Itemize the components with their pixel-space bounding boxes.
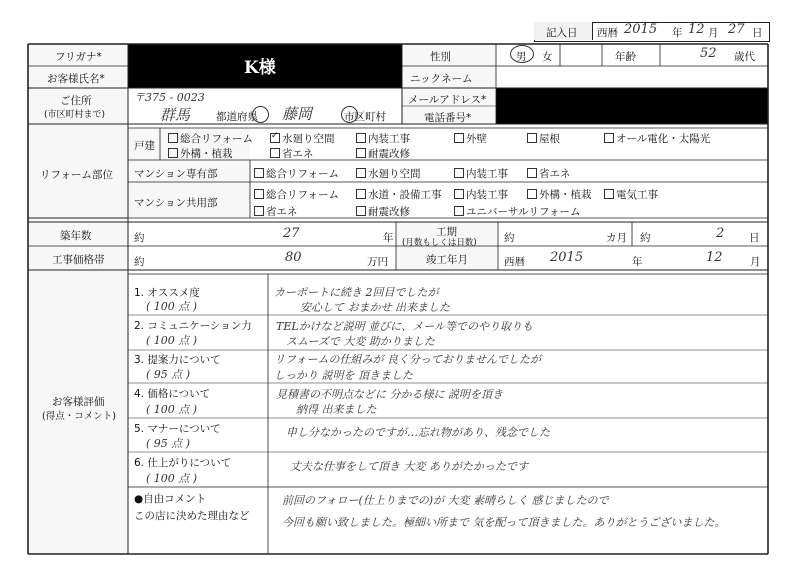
checkbox-icon <box>270 148 280 158</box>
completion-era: 西暦 <box>504 256 525 268</box>
age-label: 年齢 <box>615 51 636 63</box>
detached-label: 戸建 <box>134 140 155 152</box>
period-months-unit: カ月 <box>606 232 627 244</box>
check-detached-solar[interactable]: オール電化・太陽光 <box>604 131 710 146</box>
mansion-common-label: マンション共用部 <box>134 197 218 209</box>
prefecture-circle <box>252 106 269 123</box>
check-common-total[interactable]: 総合リフォーム <box>254 187 339 202</box>
check-private-water[interactable]: 水廻り空間 <box>356 166 421 181</box>
reform-label: リフォーム部位 <box>40 169 113 181</box>
address-label: ご住所 <box>60 95 92 107</box>
period-approx-1: 約 <box>504 232 515 244</box>
mansion-private-label: マンション専有部 <box>134 168 218 180</box>
eval-comment-line1: カーポートに続き 2回目でしたが <box>274 286 439 299</box>
date-label: 記入日 <box>546 27 578 39</box>
completion-month-unit: 月 <box>750 256 761 268</box>
checkbox-icon <box>168 133 178 143</box>
eval-comment-line1: リフォームの仕組みが 良く分っておりませんでしたが <box>274 353 541 366</box>
free-comment-sub-label: この店に決めた理由など <box>134 510 250 522</box>
check-common-seismic[interactable]: 耐震改修 <box>356 204 410 219</box>
check-common-exterior[interactable]: 外構・植栽 <box>527 187 592 202</box>
period-label: 工期 <box>436 226 457 238</box>
completion-month-value: 12 <box>706 250 723 265</box>
postal-code: 〒375 - 0023 <box>134 91 205 104</box>
checkbox-icon <box>454 168 464 178</box>
eval-score: ( 95 点 ) <box>146 368 191 381</box>
checkbox-icon <box>254 168 264 178</box>
completion-year-unit: 年 <box>632 256 643 268</box>
check-detached-roof[interactable]: 屋根 <box>527 131 560 146</box>
furigana-label: フリガナ* <box>55 51 102 63</box>
eval-comment-line1: 申し分なかったのですが…忘れ物があり、残念でした <box>286 426 550 439</box>
date-year-unit: 年 <box>672 27 683 39</box>
eval-comment-line2: 安心して おまかせ 出来ました <box>300 301 450 314</box>
eval-score: ( 95 点 ) <box>146 437 191 450</box>
checkbox-icon <box>454 189 464 199</box>
city-value: 藤岡 <box>282 105 313 123</box>
gender-male-circle <box>510 45 534 63</box>
checkbox-icon <box>454 133 464 143</box>
date-month-unit: 月 <box>708 27 719 39</box>
date-day: 27 <box>728 22 745 37</box>
eval-label: お客様評価 <box>52 396 105 408</box>
eval-comment-line2: 納得 出来ました <box>296 403 377 416</box>
free-comment-label: ●自由コメント <box>134 493 207 505</box>
city-circle <box>341 106 358 123</box>
house-age-approx: 約 <box>134 232 145 244</box>
check-common-energy[interactable]: 省エネ <box>254 204 298 219</box>
name-label: お客様氏名* <box>47 73 105 85</box>
gender-male[interactable]: 男 <box>516 51 527 63</box>
eval-score: ( 100 点 ) <box>146 300 198 313</box>
date-year: 2015 <box>624 22 658 37</box>
eval-comment-line1: 見積書の不明点などに 分かる様に 説明を頂き <box>276 388 503 401</box>
date-month: 12 <box>688 22 705 37</box>
phone-label: 電話番号* <box>424 112 472 124</box>
price-label: 工事価格帯 <box>52 254 105 266</box>
checkbox-icon <box>356 148 366 158</box>
eval-score: ( 100 点 ) <box>146 403 198 416</box>
completion-year-value: 2015 <box>550 250 584 265</box>
checkbox-icon <box>254 189 264 199</box>
checkbox-icon <box>168 148 178 158</box>
eval-title: 2. コミュニケーション力 <box>134 320 252 332</box>
period-days-unit: 日 <box>749 232 760 244</box>
eval-title: 4. 価格について <box>134 388 211 400</box>
free-comment-line1: 前回のフォロー(仕上りまでの)が 大変 素晴らしく 感じましたので <box>282 494 609 507</box>
eval-title: 1. オススメ度 <box>134 287 200 299</box>
prefecture-unit: 都道府県 <box>216 111 258 123</box>
price-unit: 万円 <box>367 256 388 268</box>
checkbox-icon <box>454 206 464 216</box>
check-common-plumbing[interactable]: 水道・設備工事 <box>356 187 442 202</box>
date-day-unit: 日 <box>752 27 763 39</box>
house-age-label: 築年数 <box>60 230 92 242</box>
gender-label: 性別 <box>430 51 451 63</box>
eval-title: 3. 提案力について <box>134 354 221 366</box>
free-comment-line2: 今回も願い致しました。極細い所まで 気を配って頂きました。ありがとうございました。 <box>282 516 726 529</box>
checkbox-icon <box>527 189 537 199</box>
price-value: 80 <box>285 250 302 265</box>
house-age-value: 27 <box>283 226 300 241</box>
checkbox-icon <box>254 206 264 216</box>
eval-title: 5. マナーについて <box>134 423 221 435</box>
eval-comment-line2: スムーズで 大変 助かりました <box>286 335 435 348</box>
checkbox-icon <box>604 133 614 143</box>
check-detached-interior[interactable]: 内装工事 <box>356 131 410 146</box>
check-detached-water[interactable]: ✓ 水廻り空間 <box>271 131 335 145</box>
check-detached-wall[interactable]: 外壁 <box>454 131 487 146</box>
gender-female[interactable]: 女 <box>542 51 553 63</box>
customer-name: K様 <box>244 58 276 78</box>
house-age-unit: 年 <box>383 232 394 244</box>
checkbox-icon <box>604 189 614 199</box>
address-sub-label: (市区町村まで) <box>44 110 106 120</box>
checkbox-checked-icon: ✓ <box>271 131 279 141</box>
completion-label: 竣工年月 <box>426 254 468 266</box>
period-sub-label: (月数もしくは日数) <box>402 238 477 248</box>
check-common-electric[interactable]: 電気工事 <box>604 187 658 202</box>
city-unit: 市区町村 <box>344 111 386 123</box>
check-detached-exterior[interactable]: 外構・植栽 <box>168 146 233 161</box>
eval-score: ( 100 点 ) <box>146 472 198 485</box>
checkbox-icon <box>356 189 366 199</box>
eval-comment-line1: TELかけなど説明 並びに、メール等でのやり取りも <box>276 320 533 333</box>
check-common-interior[interactable]: 内装工事 <box>454 187 508 202</box>
check-detached-seismic[interactable]: 耐震改修 <box>356 146 410 161</box>
price-approx: 約 <box>134 256 145 268</box>
check-detached-total[interactable]: 総合リフォーム <box>168 131 253 146</box>
prefecture-value: 群馬 <box>160 106 191 124</box>
mail-label: メールアドレス* <box>408 94 487 106</box>
nickname-label: ニックネーム <box>410 73 473 85</box>
date-era: 西暦 <box>597 27 618 39</box>
checkbox-icon <box>356 206 366 216</box>
checkbox-icon <box>527 133 537 143</box>
check-private-interior[interactable]: 内装工事 <box>454 166 508 181</box>
check-private-total[interactable]: 総合リフォーム <box>254 166 339 181</box>
check-common-universal[interactable]: ユニバーサルリフォーム <box>454 204 580 219</box>
period-days-value: 2 <box>716 226 725 241</box>
check-detached-energy[interactable]: 省エネ <box>270 146 314 161</box>
checkbox-icon <box>356 168 366 178</box>
eval-comment-line1: 丈夫な仕事をして頂き 大変 ありがたかったです <box>290 460 528 473</box>
eval-comment-line2: しっかり 説明を 頂きました <box>274 369 413 382</box>
eval-sub-label: (得点・コメント) <box>42 411 116 422</box>
checkbox-icon <box>527 168 537 178</box>
checkbox-icon <box>356 133 366 143</box>
eval-title: 6. 仕上がりについて <box>134 457 232 469</box>
eval-score: ( 100 点 ) <box>146 334 198 347</box>
period-approx-2: 約 <box>640 232 651 244</box>
age-unit: 歳代 <box>734 51 755 63</box>
check-private-energy[interactable]: 省エネ <box>527 166 571 181</box>
age-value: 52 <box>700 46 717 61</box>
